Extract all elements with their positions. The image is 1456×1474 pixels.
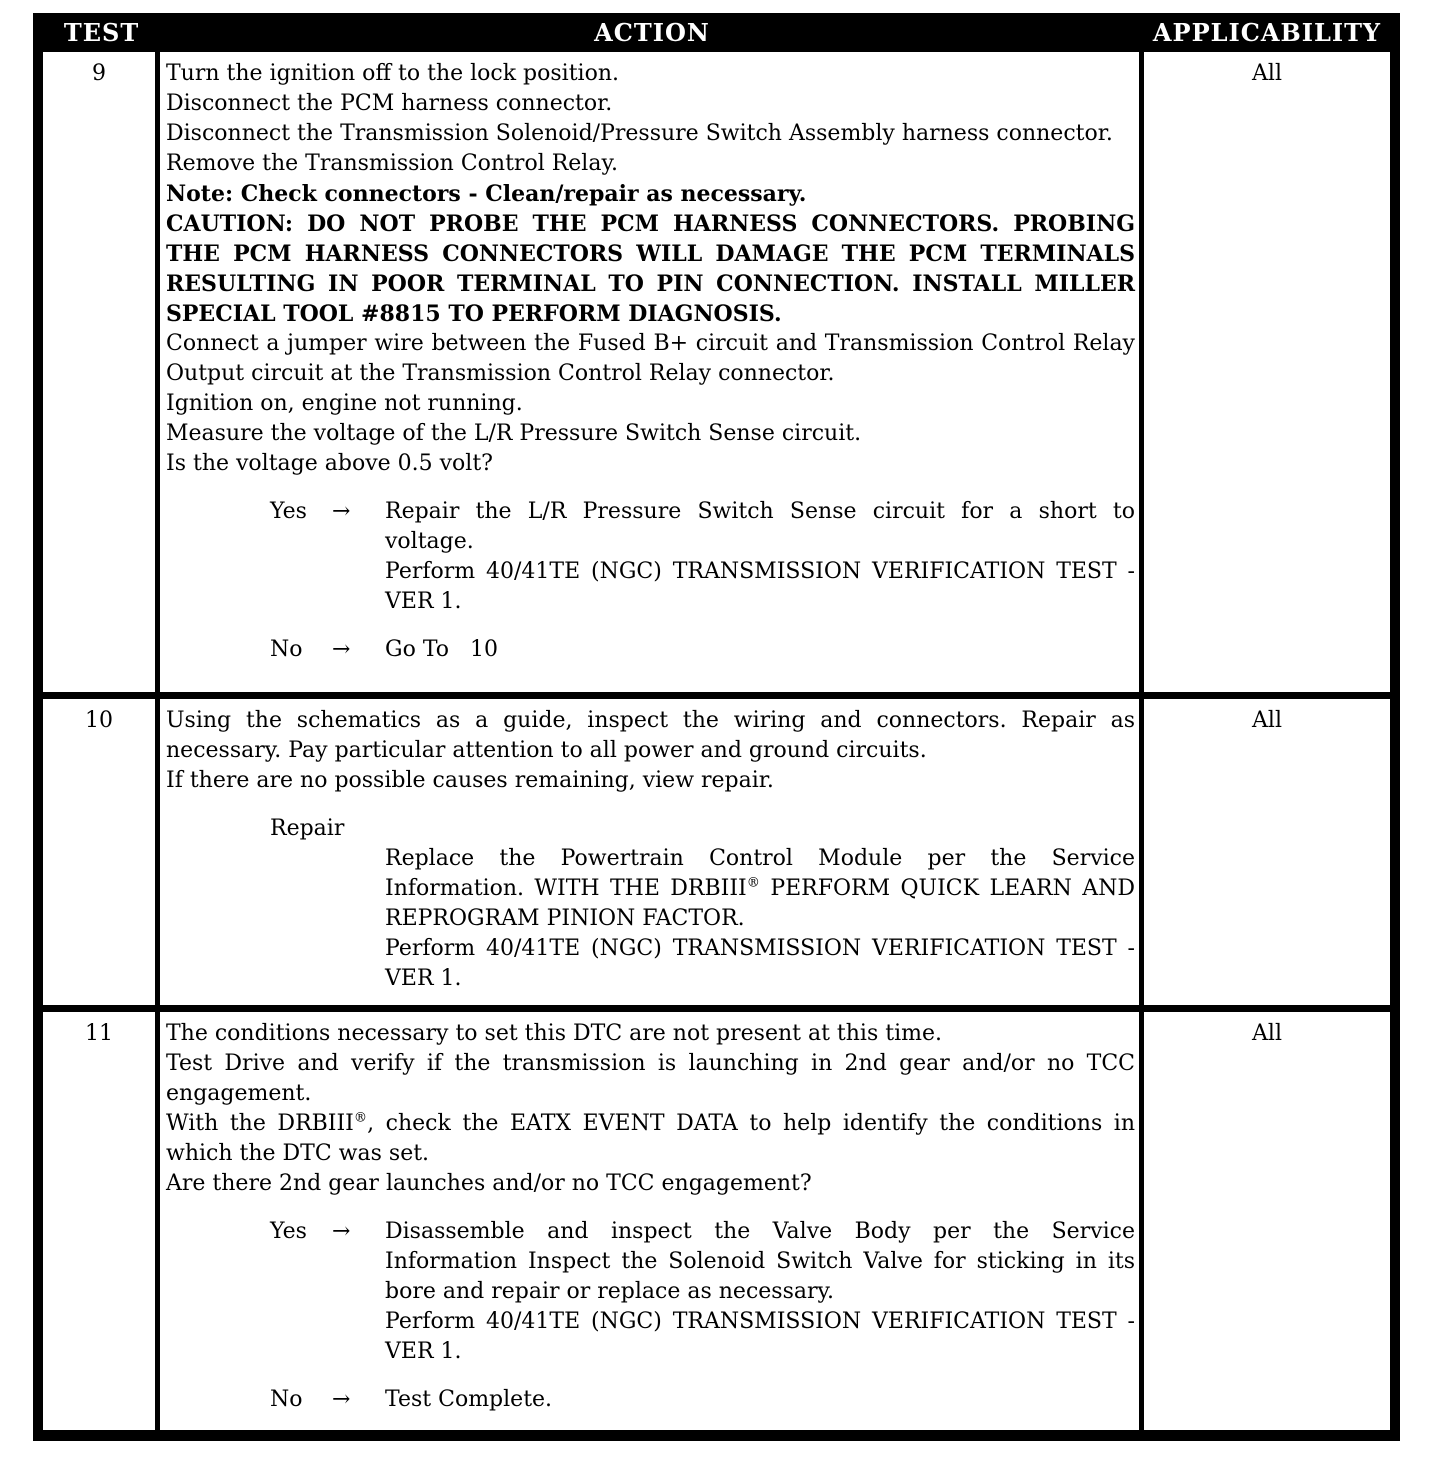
action-statement: Remove the Transmission Control Relay. — [166, 151, 618, 176]
test-number: 9 — [92, 61, 106, 86]
applicability-value: All — [1252, 708, 1282, 733]
answer-block — [270, 1385, 1135, 1415]
arrow-right-icon: → — [332, 1387, 351, 1412]
answer-block — [270, 635, 1135, 665]
table-row — [43, 1005, 1390, 1430]
arrow-right-icon: → — [332, 637, 351, 662]
action-statement: If there are no possible causes remaining, view repair. — [166, 768, 774, 793]
answer-result-line: Perform 40/41TE (NGC) TRANSMISSION VERIFICATION TEST - VER 1. — [385, 1309, 1135, 1364]
test-number-cell — [43, 1005, 160, 1430]
table-row — [43, 52, 1390, 692]
action-statement: Disconnect the Transmission Solenoid/Pressure Switch Assembly harness connector. — [166, 121, 1113, 146]
applicability-cell — [1144, 52, 1390, 692]
table-header-row — [43, 13, 1390, 52]
answer-block — [270, 497, 1135, 617]
answer-label: Yes — [270, 499, 307, 524]
arrow-right-icon: → — [332, 499, 351, 524]
action-statement: Turn the ignition off to the lock position. — [166, 61, 619, 86]
answer-result — [385, 1217, 1135, 1367]
action-statement: Disconnect the PCM harness connector. — [166, 91, 613, 116]
answer-result-line: Repair the L/R Pressure Switch Sense circuit for a short to voltage. — [385, 499, 1135, 554]
answer-result-line: Disassemble and inspect the Valve Body per the Service Information Inspect the Solenoid Switch Valve for sticking in its bore and repair or replace as necessary. — [385, 1219, 1135, 1304]
action-cell — [160, 692, 1144, 1005]
action-statement: Are there 2nd gear launches and/or no TCC engagement? — [166, 1171, 812, 1196]
col-header-applicability: APPLICABILITY — [1144, 13, 1390, 52]
answer-label: No — [270, 637, 303, 662]
action-cell — [160, 52, 1144, 692]
arrow-right-icon: → — [332, 1219, 351, 1244]
applicability-cell — [1144, 1005, 1390, 1430]
answer-label: Repair — [270, 816, 345, 841]
test-number-cell — [43, 52, 160, 692]
answer-result — [385, 844, 1135, 994]
answer-result-line: Replace the Powertrain Control Module per the Service Information. WITH THE DRBIII® PERFORM QUICK LEARN AND REPROGRAM PINION FACTOR. — [385, 846, 1135, 931]
registered-trademark-symbol: ® — [353, 1110, 368, 1126]
answer-result — [385, 635, 1135, 665]
test-number: 10 — [85, 708, 113, 733]
action-statement: Connect a jumper wire between the Fused B+ circuit and Transmission Control Relay Output circuit at the Transmission Control Relay connector. — [166, 331, 1135, 386]
applicability-value: All — [1252, 61, 1282, 86]
col-header-action: ACTION — [160, 13, 1144, 52]
answer-label: Yes — [270, 1219, 307, 1244]
answer-result-line: Test Complete. — [385, 1387, 553, 1412]
action-statement: Ignition on, engine not running. — [166, 391, 523, 416]
action-bold-note: Note: Check connectors - Clean/repair as necessary. — [166, 181, 807, 207]
action-statement: Is the voltage above 0.5 volt? — [166, 451, 493, 476]
action-statement: Using the schematics as a guide, inspect the wiring and connectors. Repair as necessary. Pay particular attention to all power and ground circuits. — [166, 708, 1135, 763]
answer-result-line: Go To 10 — [385, 637, 498, 662]
test-number: 11 — [85, 1021, 113, 1046]
answer-result — [385, 1385, 1135, 1415]
test-number-cell — [43, 692, 160, 1005]
col-header-test: TEST — [43, 13, 160, 52]
answer-result-line: Perform 40/41TE (NGC) TRANSMISSION VERIFICATION TEST - VER 1. — [385, 559, 1135, 614]
action-statement: The conditions necessary to set this DTC are not present at this time. — [166, 1021, 942, 1046]
action-bold-note: CAUTION: DO NOT PROBE THE PCM HARNESS CONNECTORS. PROBING THE PCM HARNESS CONNECTORS WILL DAMAGE THE PCM TERMINALS RESULTING IN POOR TERMINAL TO PIN CONNECTION. INSTALL MILLER SPECIAL TOOL #8815 TO PERFORM DIAGNOSIS. — [166, 211, 1135, 327]
applicability-value: All — [1252, 1021, 1282, 1046]
action-statement: Measure the voltage of the L/R Pressure Switch Sense circuit. — [166, 421, 862, 446]
answer-block — [270, 1217, 1135, 1367]
action-cell — [160, 1005, 1144, 1430]
table-row — [43, 692, 1390, 1005]
registered-trademark-symbol: ® — [746, 875, 760, 891]
answer-label: No — [270, 1387, 303, 1412]
action-statement: With the DRBIII®, check the EATX EVENT DATA to help identify the conditions in which the DTC was set. — [166, 1110, 1136, 1166]
answer-result — [385, 497, 1135, 617]
answer-result-line: Perform 40/41TE (NGC) TRANSMISSION VERIFICATION TEST - VER 1. — [385, 936, 1135, 991]
diagnostic-test-table — [33, 13, 1400, 1441]
action-statement: Test Drive and verify if the transmission is launching in 2nd gear and/or no TCC engagement. — [166, 1051, 1135, 1106]
applicability-cell — [1144, 692, 1390, 1005]
